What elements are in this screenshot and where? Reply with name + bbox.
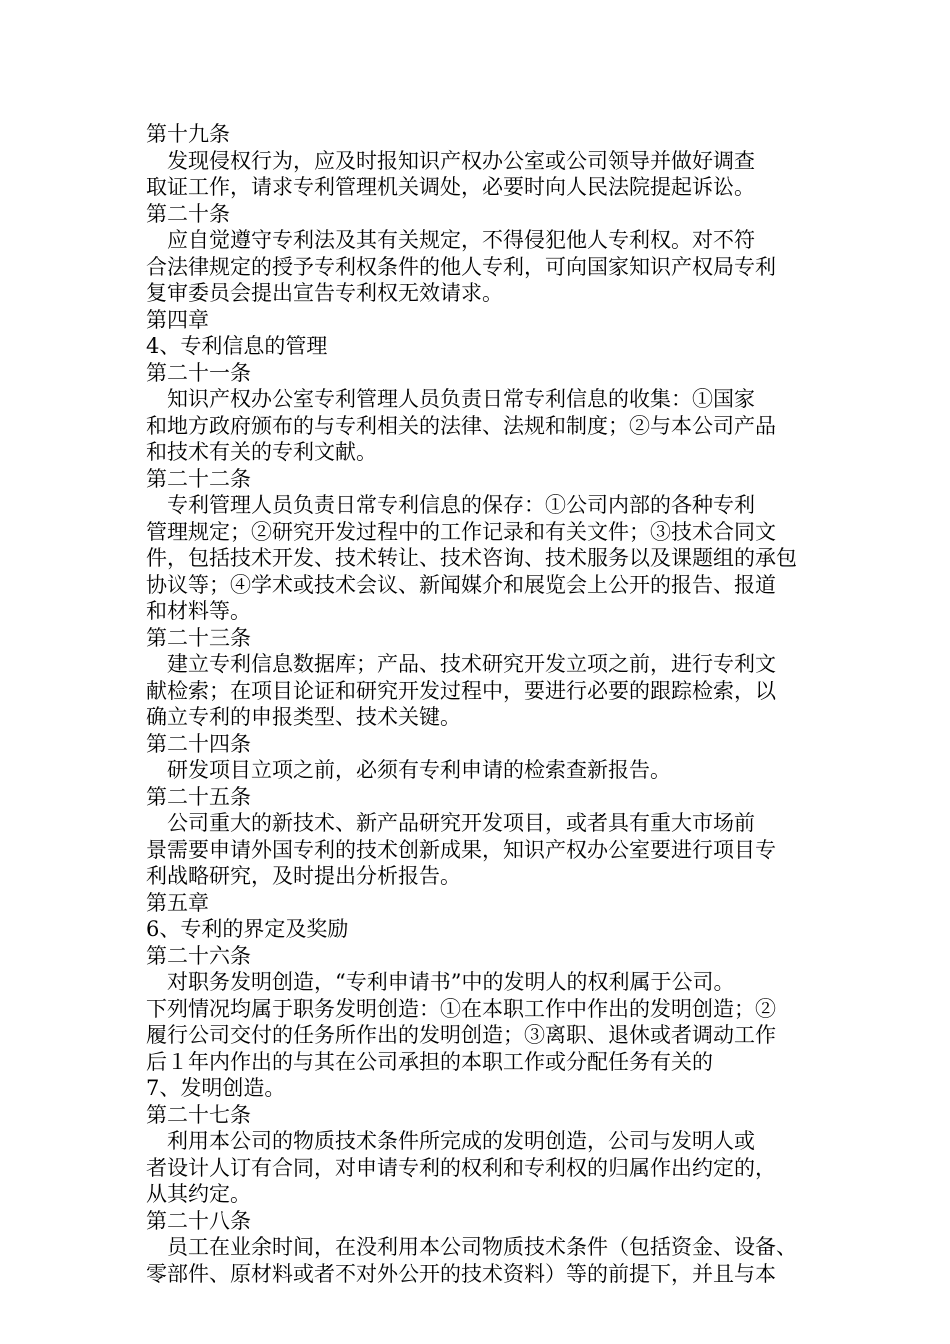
text-line: 研发项目立项之前，必须有专利申请的检索查新报告。 [146,758,671,782]
text-line: 知识产权办公室专利管理人员负责日常专利信息的收集：①国家 [146,387,755,411]
text-line: 第四章 [146,307,209,332]
text-line: 第二十四条 [146,731,251,756]
text-line: 第二十三条 [146,625,251,650]
text-line: 零部件、原材料或者不对外公开的技术资料）等的前提下，并且与本 [146,1261,776,1286]
text-line: 献检索；在项目论证和研究开发过程中，要进行必要的跟踪检索，以 [146,678,776,703]
text-line: 下列情况均属于职务发明创造：①在本职工作中作出的发明创造；② [146,996,776,1021]
text-line: 景需要申请外国专利的技术创新成果，知识产权办公室要进行项目专 [146,837,776,862]
text-line: 应自觉遵守专利法及其有关规定，不得侵犯他人专利权。对不符 [146,228,755,252]
text-line: 协议等；④学术或技术会议、新闻媒介和展览会上公开的报告、报道 [146,572,776,597]
text-line: 第二十七条 [146,1102,251,1127]
text-line: 履行公司交付的任务所作出的发明创造；③离职、退休或者调动工作 [146,1023,776,1047]
text-line: 第二十六条 [146,943,251,968]
text-line: 复审委员会提出宣告专利权无效请求。 [146,281,503,305]
text-line: 7、发明创造。 [146,1076,286,1100]
text-line: 合法律规定的授予专利权条件的他人专利，可向国家知识产权局专利 [146,254,776,279]
text-line: 利战略研究，及时提出分析报告。 [146,864,461,888]
text-line: 发现侵权行为，应及时报知识产权办公室或公司领导并做好调查 [146,148,755,173]
text-line: 件，包括技术开发、技术转让、技术咨询、技术服务以及课题组的承包 [146,546,797,570]
text-line: 6、专利的界定及奖励 [146,917,349,941]
text-line: 专利管理人员负责日常专利信息的保存：①公司内部的各种专利 [146,493,755,517]
text-line: 对职务发明创造，“专利申请书”中的发明人的权利属于公司。 [146,970,735,994]
text-line: 第二十条 [146,201,230,226]
text-line: 第五章 [146,890,209,915]
text-line: 建立专利信息数据库；产品、技术研究开发立项之前，进行专利文 [146,652,776,676]
text-line: 第二十二条 [146,466,251,491]
text-line: 者设计人订有合同，对申请专利的权利和专利权的归属作出约定的， [146,1155,776,1180]
text-line: 和地方政府颁布的与专利相关的法律、法规和制度；②与本公司产品 [146,413,776,438]
text-line: 利用本公司的物质技术条件所完成的发明创造，公司与发明人或 [146,1129,755,1153]
text-line: 4、专利信息的管理 [146,334,328,358]
text-line: 管理规定；②研究开发过程中的工作记录和有关文件；③技术合同文 [146,519,776,544]
text-line: 和技术有关的专利文献。 [146,440,377,464]
text-line: 第二十八条 [146,1208,251,1233]
text-line: 第二十一条 [146,360,251,385]
text-line: 公司重大的新技术、新产品研究开发项目，或者具有重大市场前 [146,811,755,835]
text-line: 和材料等。 [146,599,251,623]
text-line: 确立专利的申报类型、技术关键。 [146,705,461,729]
text-line: 员工在业余时间，在没利用本公司物质技术条件（包括资金、设备、 [146,1235,797,1259]
text-line: 后１年内作出的与其在公司承担的本职工作或分配任务有关的 [146,1049,713,1074]
text-line: 第十九条 [146,122,230,146]
text-line: 从其约定。 [146,1182,251,1206]
text-line: 取证工作，请求专利管理机关调处，必要时向人民法院提起诉讼。 [146,175,755,199]
document-body [146,121,811,1287]
text-line: 第二十五条 [146,784,251,809]
